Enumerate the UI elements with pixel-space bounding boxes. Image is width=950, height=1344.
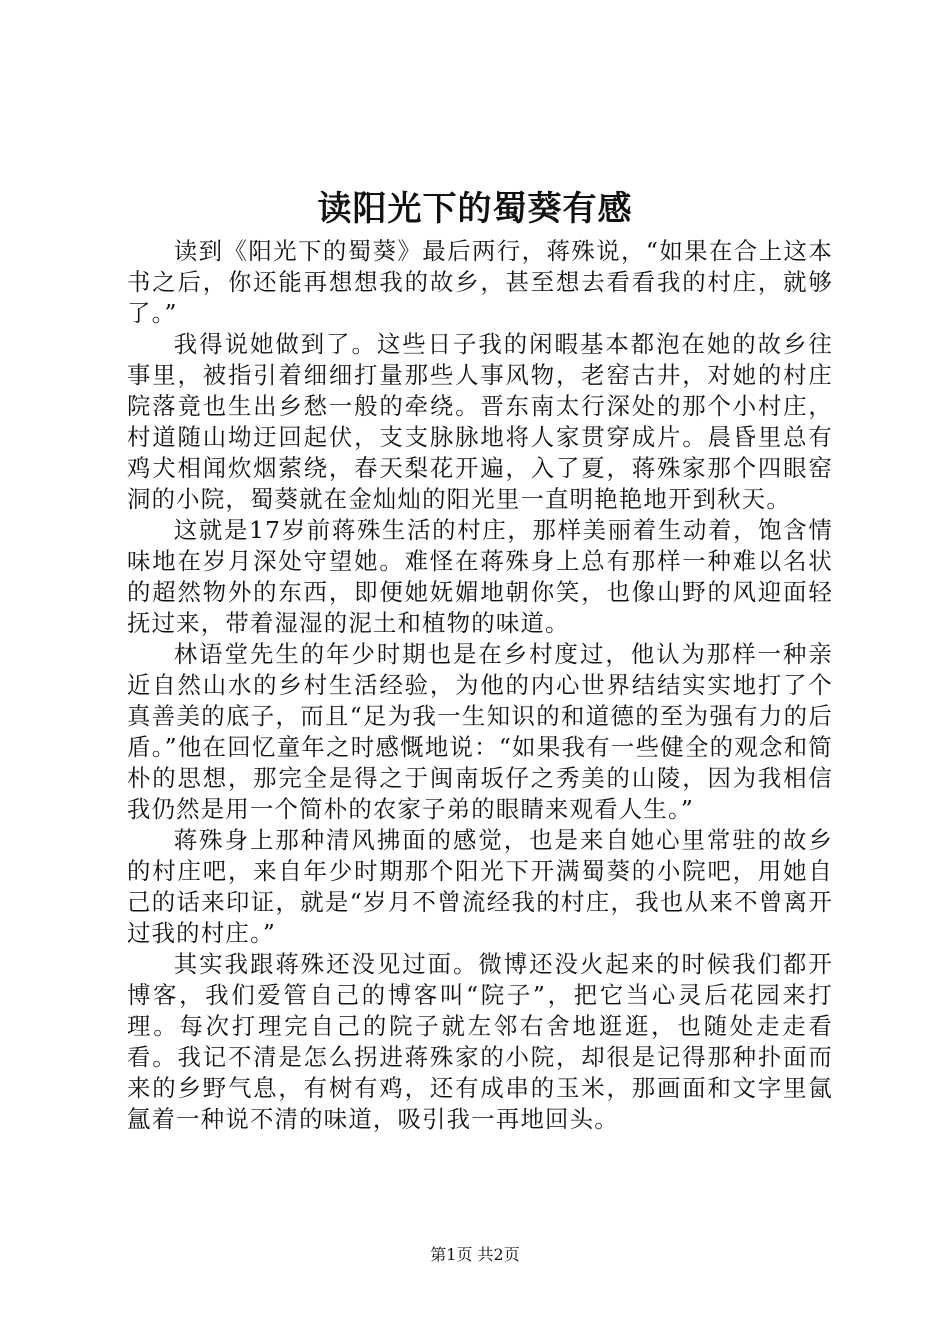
page-number-footer: 第1页 共2页 bbox=[430, 1245, 520, 1264]
paragraph-3: 这就是17岁前蒋殊生活的村庄，那样美丽着生动着，饱含情味地在岁月深处守望她。难怪在蒋殊身上总有那样一种难以名状的超然物外的东西，即便她妩媚地朝你笑，也像山野的风迎面轻抚过来，带着湿湿的泥土和植物的味道。 bbox=[127, 516, 833, 637]
paragraph-5: 蒋殊身上那种清风拂面的感觉，也是来自她心里常驻的故乡的村庄吧，来自年少时期那个阳光下开满蜀葵的小院吧，用她自己的话来印证，就是“岁月不曾流经我的村庄，我也从来不曾离开过我的村庄。” bbox=[127, 826, 833, 947]
paragraph-4: 林语堂先生的年少时期也是在乡村度过，他认为那样一种亲近自然山水的乡村生活经验，为他的内心世界结结实实地打了个真善美的底子，而且“足为我一生知识的和道德的至为强有力的后盾。”他在回忆童年之时感慨地说：“如果我有一些健全的观念和简朴的思想，那完全是得之于闽南坂仔之秀美的山陵，因为我相信我仍然是用一个简朴的农家子弟的眼睛来观看人生。” bbox=[127, 640, 833, 823]
paragraph-6: 其实我跟蒋殊还没见过面。微博还没火起来的时候我们都开博客，我们爱管自己的博客叫“院子”，把它当心灵后花园来打理。每次打理完自己的院子就左邻右舍地逛逛，也随处走走看看。我记不清是怎么拐进蒋殊家的小院，却很是记得那种扑面而来的乡野气息，有树有鸡，还有成串的玉米，那画面和文字里氤氲着一种说不清的味道，吸引我一再地回头。 bbox=[127, 950, 833, 1133]
document-title: 读阳光下的蜀葵有感 bbox=[317, 189, 633, 229]
paragraph-1: 读到《阳光下的蜀葵》最后两行，蒋殊说，“如果在合上这本书之后，你还能再想想我的故乡，甚至想去看看我的村庄，就够了。” bbox=[127, 237, 833, 327]
document-body bbox=[127, 236, 833, 1135]
paragraph-2: 我得说她做到了。这些日子我的闲暇基本都泡在她的故乡往事里，被指引着细细打量那些人事风物，老窑古井，对她的村庄院落竟也生出乡愁一般的牵绕。晋东南太行深处的那个小村庄，村道随山坳迂回起伏，支支脉脉地将人家贯穿成片。晨昏里总有鸡犬相闻炊烟萦绕，春天梨花开遍，入了夏，蒋殊家那个四眼窑洞的小院，蜀葵就在金灿灿的阳光里一直明艳艳地开到秋天。 bbox=[127, 330, 833, 513]
